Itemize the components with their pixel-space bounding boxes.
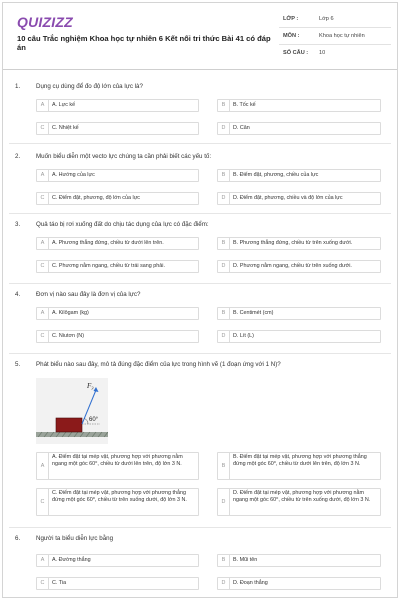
option-text: C. Điểm đặt tại mép vật, phương hợp với phương thẳng đứng một góc 60⁰, chiều từ trên xuống dưới, độ lớn 3 N. [52, 490, 187, 503]
option-b[interactable] [217, 99, 381, 112]
meta-row-subject [279, 28, 391, 45]
question-divider [9, 143, 391, 144]
option-d[interactable] [217, 122, 381, 135]
meta-key: MÔN : [283, 33, 300, 39]
option-text: A. Hướng của lực [52, 172, 95, 178]
option-text: A. Phương thẳng đứng, chiều từ dưới lên trên. [52, 240, 164, 246]
option-text: C. Tia [52, 580, 67, 586]
option-c[interactable] [36, 122, 199, 135]
force-diagram [36, 378, 108, 444]
option-letter: A [37, 555, 49, 566]
option-text: D. Cân [233, 125, 250, 131]
option-text: D. Điểm đặt tại mép vật, phương hợp với phương nằm ngang một góc 60⁰, chiều từ trên xuống dưới, độ lớn 3 N. [233, 490, 371, 503]
question-text: Đơn vị nào sau đây là đơn vị của lực? [36, 291, 141, 298]
meta-row-class [279, 11, 391, 28]
force-label: $F_3$ [87, 382, 94, 391]
question-text: Quả táo bị rơi xuống đất do chịu tác dụng của lực có đặc điểm: [36, 221, 209, 228]
option-a[interactable] [36, 307, 199, 320]
brand-logo[interactable]: QUIZIZZ [17, 14, 73, 30]
angle-label: 60° [89, 417, 99, 423]
option-text: D. Lít (L) [233, 333, 254, 339]
option-letter: C [37, 578, 49, 589]
option-letter: B [218, 100, 230, 111]
worksheet-header [3, 3, 397, 70]
option-text: D. Đoạn thẳng [233, 580, 268, 586]
option-b[interactable] [217, 452, 381, 480]
option-a[interactable] [36, 169, 199, 182]
option-letter: A [37, 308, 49, 319]
option-text: A. Đường thẳng [52, 557, 91, 563]
question-divider [9, 353, 391, 354]
option-text: A. Điểm đặt tại mép vật, phương hợp với phương nằm ngang một góc 60⁰, chiều từ dưới lên trên, độ lớn 3 N. [52, 454, 183, 467]
option-d[interactable] [217, 330, 381, 343]
option-letter: D [218, 123, 230, 134]
question-divider [9, 527, 391, 528]
option-b[interactable] [217, 169, 381, 182]
question-number: 6. [15, 535, 21, 542]
meta-value: Khoa học tự nhiên [319, 33, 365, 39]
option-a[interactable] [36, 452, 199, 480]
option-text: C. Điểm đặt, phương, độ lớn của lực [52, 195, 140, 201]
option-c[interactable] [36, 192, 199, 205]
option-letter: A [37, 238, 49, 249]
option-text: B. Điểm đặt tại mép vật, phương hợp với phương thẳng đứng một góc 60⁰, chiều từ dưới lên trên, độ lớn 3 N. [233, 454, 367, 467]
question-text: Người ta biểu diễn lực bằng [36, 535, 114, 542]
option-text: C. Niutơn (N) [52, 333, 84, 339]
option-letter: A [37, 170, 49, 181]
question-divider [9, 213, 391, 214]
option-letter: B [218, 308, 230, 319]
option-b[interactable] [217, 237, 381, 250]
option-a[interactable] [36, 99, 199, 112]
option-letter: D [218, 489, 230, 515]
option-text: A. Kilôgam (kg) [52, 310, 89, 316]
option-letter: B [218, 170, 230, 181]
option-text: B. Điểm đặt, phương, chiều của lực [233, 172, 319, 178]
option-text: A. Lực kế [52, 102, 76, 108]
question-number: 3. [15, 221, 21, 228]
option-text: D. Phương nằm ngang, chiều từ trên xuống dưới. [233, 263, 352, 269]
option-letter: D [218, 193, 230, 204]
option-letter: C [37, 261, 49, 272]
question-text: Dụng cụ dùng để đo độ lớn của lực là? [36, 83, 143, 90]
meta-row-count [279, 45, 391, 61]
question-divider [9, 283, 391, 284]
option-letter: C [37, 331, 49, 342]
option-c[interactable] [36, 577, 199, 590]
option-letter: B [218, 453, 230, 479]
question-number: 2. [15, 153, 21, 160]
ground-surface [36, 432, 108, 437]
option-d[interactable] [217, 488, 381, 516]
option-letter: A [37, 453, 49, 479]
worksheet-title: 10 câu Trắc nghiệm Khoa học tự nhiên 6 Kết nối tri thức Bài 41 có đáp án [17, 34, 271, 52]
option-text: B. Mũi tên [233, 557, 258, 563]
option-text: D. Điểm đặt, phương, chiều và độ lớn của lực [233, 195, 343, 201]
question-number: 4. [15, 291, 21, 298]
option-letter: B [218, 555, 230, 566]
meta-value: Lớp 6 [319, 16, 334, 22]
option-letter: C [37, 489, 49, 515]
option-b[interactable] [217, 307, 381, 320]
option-text: C. Nhiệt kế [52, 125, 79, 131]
option-letter: B [218, 238, 230, 249]
option-letter: D [218, 331, 230, 342]
question-text: Phát biểu nào sau đây, mô tả đúng đặc điểm của lực trong hình vẽ (1 đoạn ứng với 1 N)? [36, 361, 281, 368]
option-letter: D [218, 261, 230, 272]
worksheet-page [2, 2, 398, 598]
question-number: 5. [15, 361, 21, 368]
option-letter: D [218, 578, 230, 589]
option-text: B. Phương thẳng đứng, chiều từ trên xuống dưới. [233, 240, 353, 246]
option-a[interactable] [36, 237, 199, 250]
option-d[interactable] [217, 260, 381, 273]
option-b[interactable] [217, 554, 381, 567]
option-d[interactable] [217, 192, 381, 205]
option-text: B. Tốc kế [233, 102, 256, 108]
meta-key: LỚP : [283, 16, 299, 22]
block-object [56, 418, 82, 432]
option-letter: C [37, 123, 49, 134]
option-c[interactable] [36, 488, 199, 516]
question-text: Muốn biểu diễn một vecto lực chúng ta cần phải biết các yếu tố: [36, 153, 212, 160]
meta-table [279, 11, 391, 61]
option-letter: C [37, 193, 49, 204]
option-text: B. Centimét (cm) [233, 310, 274, 316]
meta-key: SỐ CÂU : [283, 50, 309, 56]
meta-value: 10 [319, 50, 326, 56]
option-c[interactable] [36, 260, 199, 273]
question-number: 1. [15, 83, 21, 90]
option-c[interactable] [36, 330, 199, 343]
option-d[interactable] [217, 577, 381, 590]
option-a[interactable] [36, 554, 199, 567]
option-text: C. Phương nằm ngang, chiều từ trái sang phải. [52, 263, 165, 269]
option-letter: A [37, 100, 49, 111]
